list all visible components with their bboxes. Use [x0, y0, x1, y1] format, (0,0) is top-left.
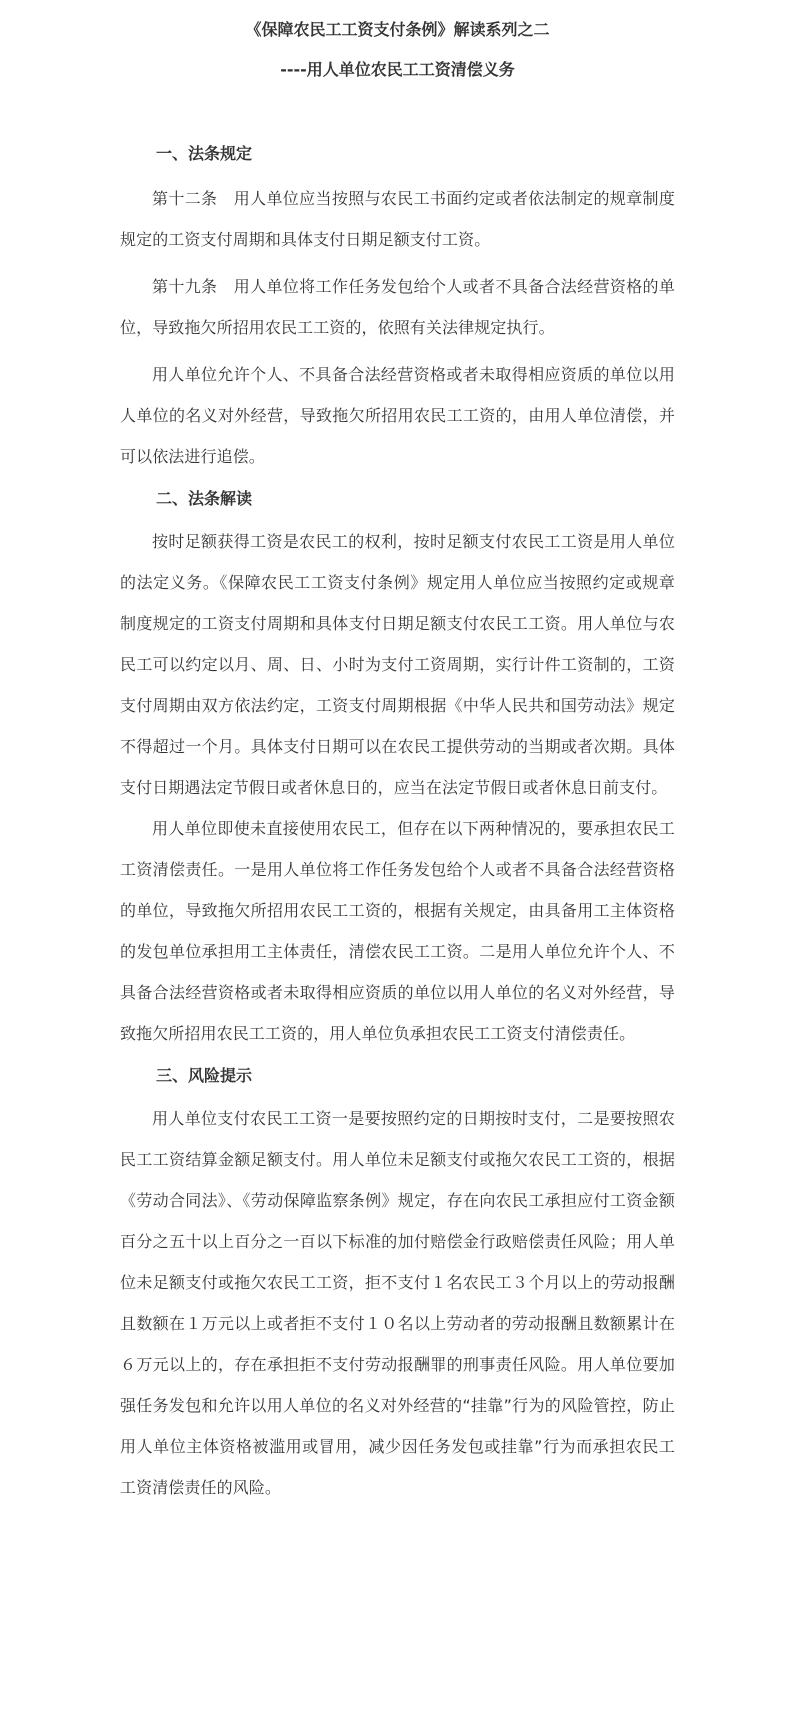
section-heading-provisions: 一、法条规定: [156, 144, 253, 163]
document-subtitle: ----用人单位农民工工资清偿义务: [280, 60, 515, 79]
paragraph-article-19-clause-2: 用人单位允许个人、不具备合法经营资格或者未取得相应资质的单位以用人单位的名义对外经营，导致拖欠所招用农民工工资的，由用人单位清偿，并可以依法进行追偿。: [120, 365, 675, 466]
section-heading-interpretation: 二、法条解读: [156, 489, 253, 508]
document-title: 《保障农民工工资支付条例》解读系列之二: [245, 20, 550, 39]
paragraph-interpretation-1: 按时足额获得工资是农民工的权利，按时足额支付农民工工资是用人单位的法定义务。《保障农民工工资支付条例》规定用人单位应当按照约定或规章制度规定的工资支付周期和具体支付日期足额支付农民工工资。用人单位与农民工可以约定以月、周、日、小时为支付工资周期，实行计件工资制的，工资支付周期由双方依法约定，工资支付周期根据《中华人民共和国劳动法》规定不得超过一个月。具体支付日期可以在农民工提供劳动的当期或者次期。具体支付日期遇法定节假日或者休息日的，应当在法定节假日或者休息日前支付。: [120, 532, 675, 797]
paragraph-article-19: 第十九条 用人单位将工作任务发包给个人或者不具备合法经营资格的单位，导致拖欠所招用农民工工资的，依照有关法律规定执行。: [120, 277, 675, 337]
paragraph-interpretation-2: 用人单位即使未直接使用农民工，但存在以下两种情况的，要承担农民工工资清偿责任。一是用人单位将工作任务发包给个人或者不具备合法经营资格的单位，导致拖欠所招用农民工工资的，根据有关规定，由具备用工主体资格的发包单位承担用工主体责任，清偿农民工工资。二是用人单位允许个人、不具备合法经营资格或者未取得相应资质的单位以用人单位的名义对外经营，导致拖欠所招用农民工工资的，用人单位负承担农民工工资支付清偿责任。: [120, 819, 675, 1043]
paragraph-article-12: 第十二条 用人单位应当按照与农民工书面约定或者依法制定的规章制度规定的工资支付周期和具体支付日期足额支付工资。: [120, 189, 675, 249]
section-heading-risk: 三、风险提示: [156, 1066, 253, 1085]
paragraph-risk-1: 用人单位支付农民工工资一是要按照约定的日期按时支付，二是要按照农民工工资结算金额足额支付。用人单位未足额支付或拖欠农民工工资的，根据《劳动合同法》、《劳动保障监察条例》规定，存在向农民工承担应付工资金额百分之五十以上百分之一百以下标准的加付赔偿金行政赔偿责任风险；用人单位未足额支付或拖欠农民工工资，拒不支付１名农民工３个月以上的劳动报酬且数额在１万元以上或者拒不支付１０名以上劳动者的劳动报酬且数额累计在６万元以上的，存在承担拒不支付劳动报酬罪的刑事责任风险。用人单位要加强任务发包和允许以用人单位的名义对外经营的“挂靠”行为的风险管控，防止用人单位主体资格被滥用或冒用，减少因任务发包或挂靠”行为而承担农民工工资清偿责任的风险。: [120, 1109, 675, 1497]
